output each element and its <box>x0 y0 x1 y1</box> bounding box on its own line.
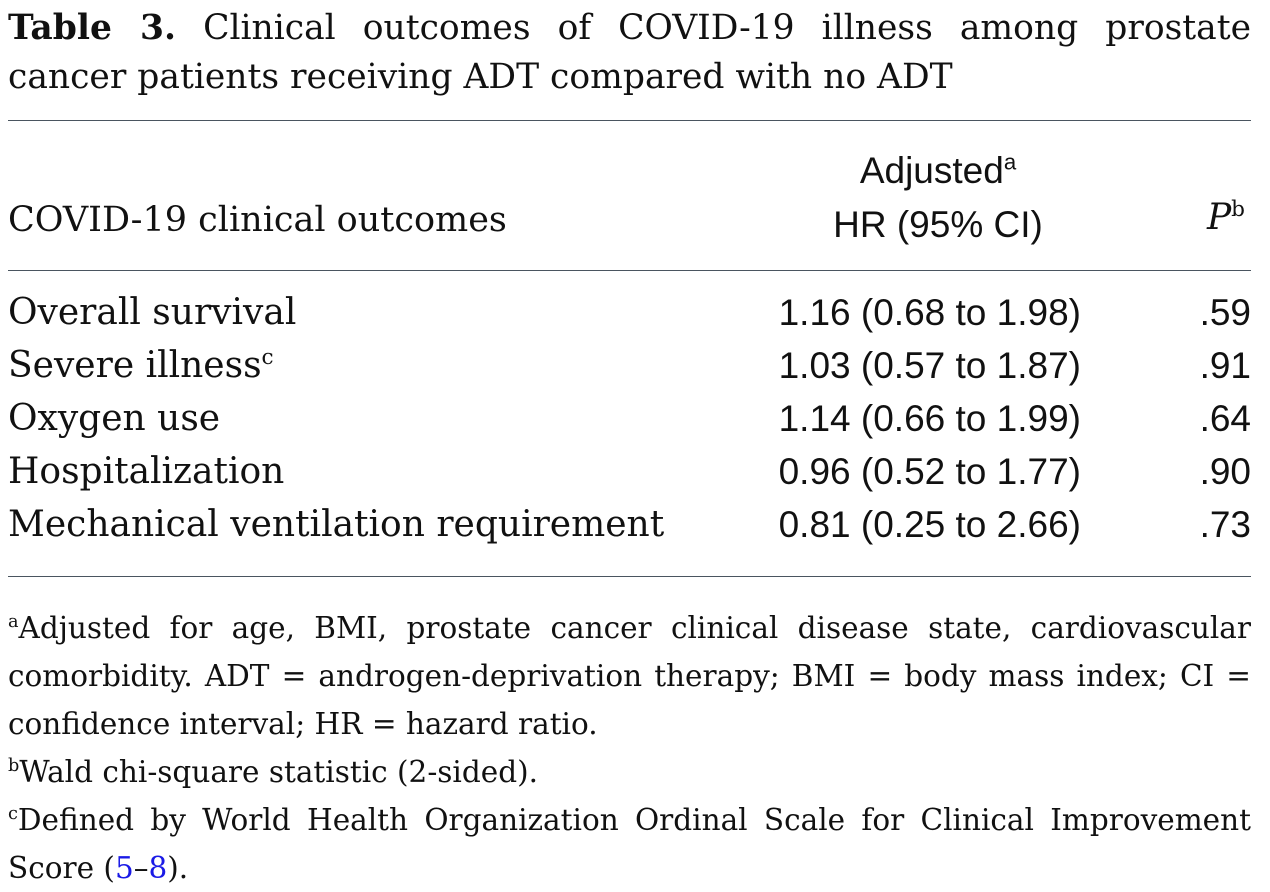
header-p-label: P <box>1206 197 1232 238</box>
p-cell: .90 <box>1199 451 1251 492</box>
table-row <box>8 500 1251 553</box>
top-rule <box>8 120 1251 121</box>
outcome-label: Hospitalization <box>8 451 285 492</box>
footnote-a <box>8 604 1251 748</box>
footnote-marker: b <box>8 756 20 777</box>
hr-cell: 0.96 (0.52 to 1.77) <box>778 451 1081 492</box>
header-hr-line2: HR (95% CI) <box>833 204 1043 245</box>
table-row <box>8 341 1251 394</box>
outcome-label: Overall survival <box>8 292 297 333</box>
outcome-cell <box>8 394 220 444</box>
table-footnotes <box>8 604 1251 892</box>
reference-link-5[interactable]: 5 <box>114 851 134 885</box>
hr-cell: 1.14 (0.66 to 1.99) <box>778 398 1081 439</box>
hr-cell: 1.16 (0.68 to 1.98) <box>778 292 1081 333</box>
p-cell: .91 <box>1199 345 1251 386</box>
table-row <box>8 447 1251 500</box>
header-hr-sup: a <box>1003 149 1017 175</box>
table-label: Table 3. <box>8 8 177 48</box>
outcome-label: Severe illness <box>8 345 262 386</box>
footnote-text-end: ). <box>167 851 189 885</box>
hr-cell: 0.81 (0.25 to 2.66) <box>778 504 1081 545</box>
outcome-cell <box>8 341 274 391</box>
footnote-marker: a <box>8 612 19 633</box>
table-row <box>8 394 1251 447</box>
outcome-cell <box>8 447 284 497</box>
table-header <box>8 140 1251 265</box>
table-title: Clinical outcomes of COVID-19 illness among prostate cancer patients receiving ADT compared with no ADT <box>8 8 1252 97</box>
hr-cell: 1.03 (0.57 to 1.87) <box>778 345 1081 386</box>
outcome-label: Mechanical ventilation requirement <box>8 504 665 545</box>
outcome-cell <box>8 288 296 338</box>
outcome-label: Oxygen use <box>8 398 221 439</box>
bottom-rule <box>8 576 1251 577</box>
header-p <box>1207 196 1245 240</box>
reference-link-8[interactable]: 8 <box>148 851 168 885</box>
header-outcomes: COVID-19 clinical outcomes <box>8 200 507 240</box>
footnote-text: Defined by World Health Organization Ordinal Scale for Clinical Improvement Score ( <box>8 803 1251 885</box>
p-cell: .73 <box>1199 504 1251 545</box>
footnote-b <box>8 748 1251 796</box>
footnote-c <box>8 796 1251 892</box>
table-caption <box>8 0 1251 114</box>
footnote-text: Adjusted for age, BMI, prostate cancer clinical disease state, cardiovascular comorbidity. ADT = androgen-deprivation therapy; BMI = body mass index; CI = confidence interval; HR = hazard ratio. <box>8 611 1251 741</box>
table-figure <box>8 0 1252 885</box>
footnote-text: Wald chi-square statistic (2-sided). <box>19 755 538 789</box>
reference-range-dash: – <box>133 851 149 885</box>
header-hr-line1: Adjusted <box>859 150 1004 191</box>
p-cell: .59 <box>1199 292 1251 333</box>
header-p-sup: b <box>1231 197 1245 222</box>
header-hr <box>748 144 1128 252</box>
footnote-marker: c <box>8 804 18 825</box>
outcome-sup: c <box>261 345 274 370</box>
table-body <box>8 288 1251 553</box>
header-rule <box>8 270 1251 271</box>
p-cell: .64 <box>1199 398 1251 439</box>
table-row <box>8 288 1251 341</box>
outcome-cell <box>8 500 664 550</box>
